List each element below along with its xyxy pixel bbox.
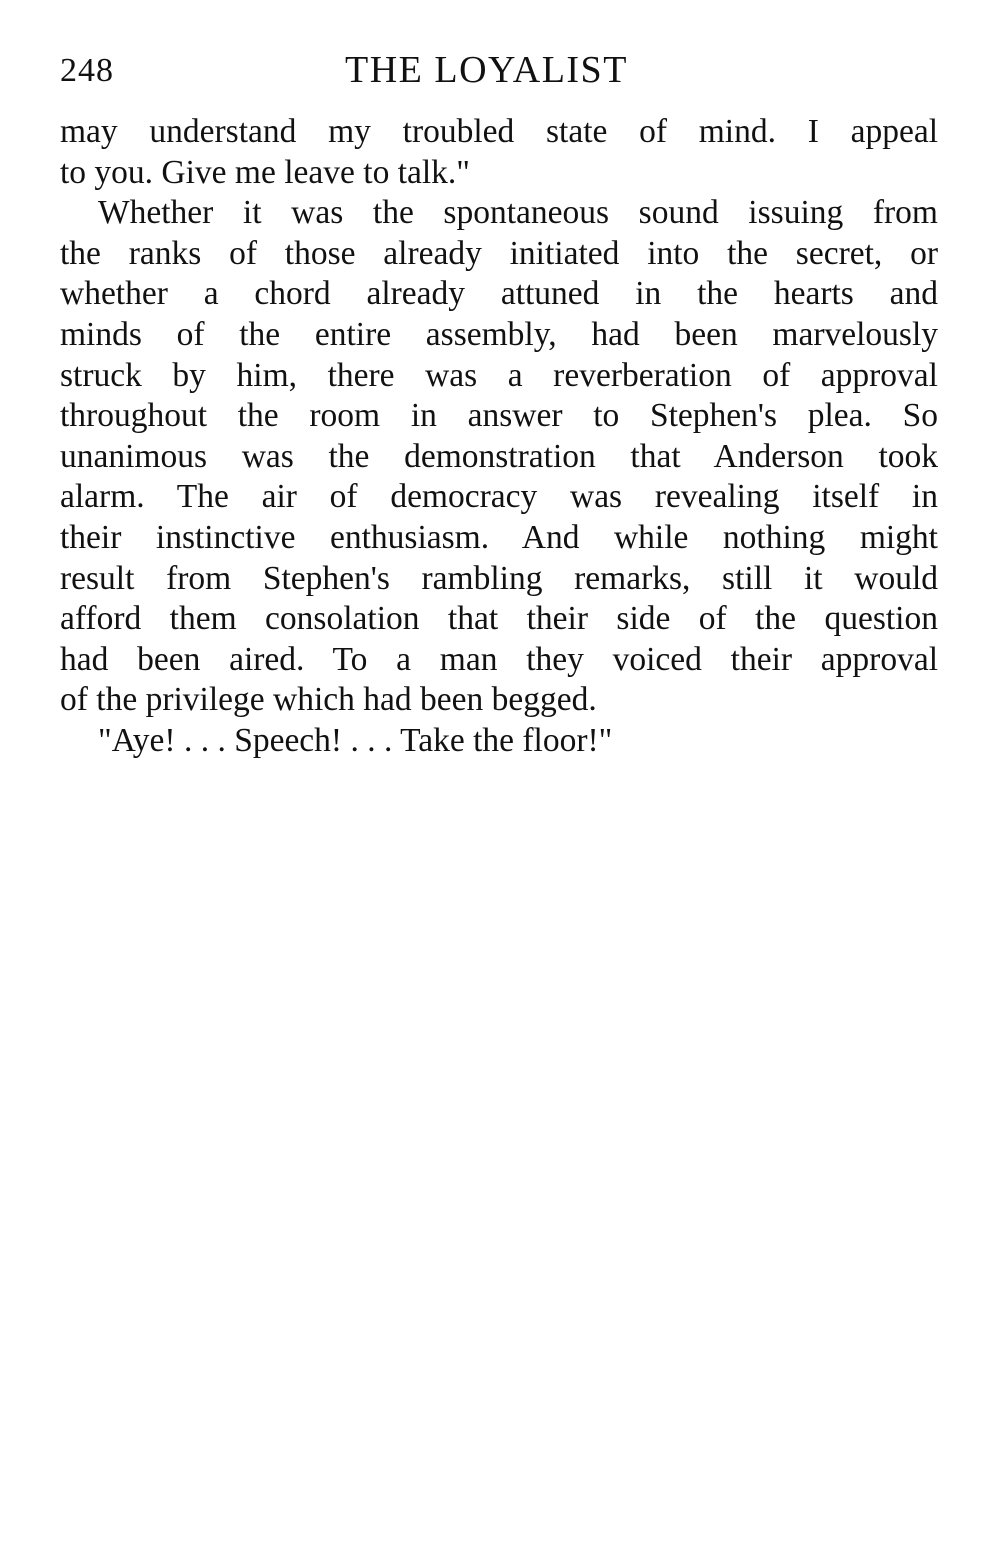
text-line: may understand my troubled state of mind. I appeal <box>60 113 938 150</box>
text-line: their instinctive enthusiasm. And while nothing might <box>60 518 938 556</box>
text-line: of the privilege which had been begged. <box>60 681 597 719</box>
running-head <box>60 48 940 98</box>
text-line: "Aye! . . . Speech! . . . Take the floor!" <box>98 721 613 759</box>
text-line: the ranks of those already initiated into the secret, or <box>60 234 938 272</box>
running-title: THE LOYALIST <box>345 49 628 91</box>
body-text <box>60 112 938 762</box>
text-line: struck by him, there was a reverberation of approval <box>60 356 938 394</box>
text-line: unanimous was the demonstration that Anderson took <box>60 437 938 475</box>
text-line: result from Stephen's rambling remarks, still it would <box>60 559 938 597</box>
text-line: had been aired. To a man they voiced their approval <box>60 640 938 678</box>
text-line: minds of the entire assembly, had been marvelously <box>60 315 938 353</box>
text-line: alarm. The air of democracy was revealing itself in <box>60 478 938 516</box>
page-number: 248 <box>60 52 114 89</box>
text-line: afford them consolation that their side of the question <box>60 600 938 638</box>
text-line: Whether it was the spontaneous sound issuing from <box>98 194 938 232</box>
text-line: throughout the room in answer to Stephen's plea. So <box>60 397 938 435</box>
text-line: whether a chord already attuned in the hearts and <box>60 275 938 313</box>
text-line: to you. Give me leave to talk." <box>60 153 470 191</box>
